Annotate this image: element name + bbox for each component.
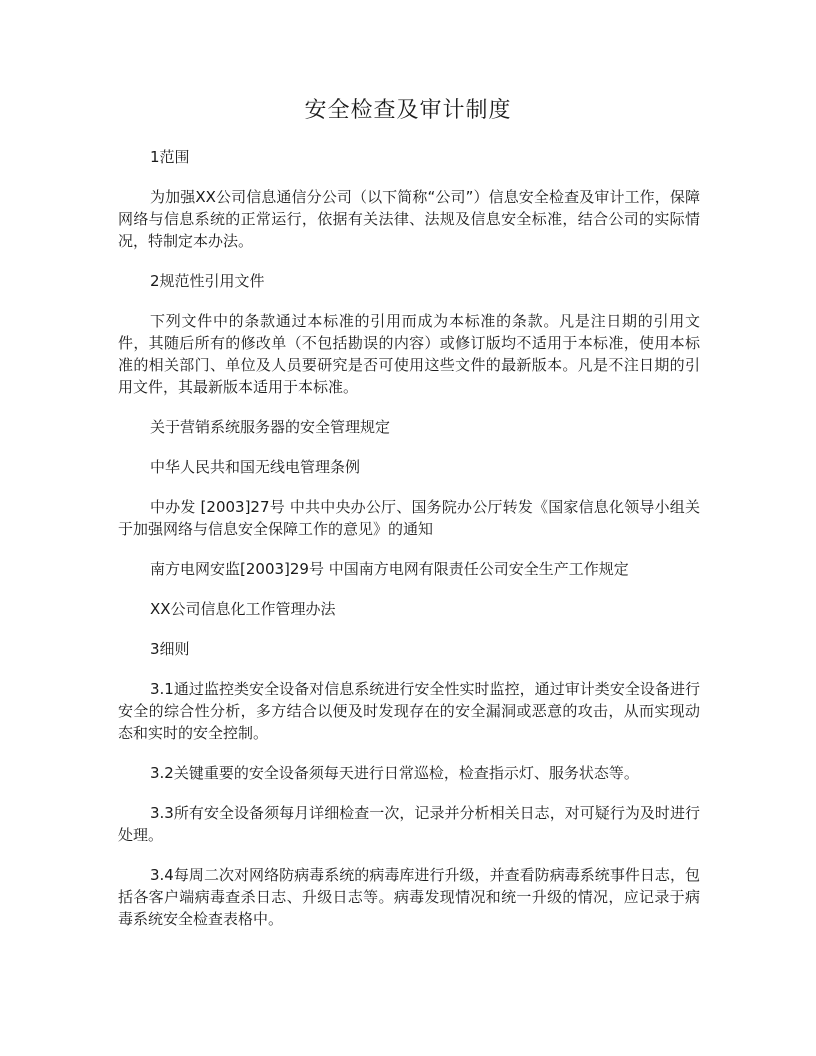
document-body <box>118 146 700 948</box>
section-heading-references: 2规范性引用文件 <box>150 272 265 290</box>
reference-item-zhongbanfa: 中办发 [2003]27号 中共中央办公厅、国务院办公厅转发《国家信息化领导小组关于加强网络与信息安全保障工作的意见》的通知 <box>118 498 700 538</box>
section-heading-scope: 1范围 <box>150 148 190 166</box>
detail-item-3-4: 3.4每周二次对网络防病毒系统的病毒库进行升级，并查看防病毒系统事件日志，包括各客户端病毒查杀日志、升级日志等。病毒发现情况和统一升级的情况，应记录于病毒系统安全检查表格中。 <box>118 866 700 928</box>
detail-item-3-3: 3.3所有安全设备须每月详细检查一次，记录并分析相关日志，对可疑行为及时进行处理。 <box>118 804 700 844</box>
reference-item-csg-safety: 南方电网安监[2003]29号 中国南方电网有限责任公司安全生产工作规定 <box>150 560 629 578</box>
detail-item-3-2: 3.2关键重要的安全设备须每天进行日常巡检，检查指示灯、服务状态等。 <box>150 764 639 782</box>
section-heading-details: 3细则 <box>150 640 190 658</box>
paragraph-purpose: 为加强XX公司信息通信分公司（以下简称“公司”）信息安全检查及审计工作，保障网络与信息系统的正常运行，依据有关法律、法规及信息安全标准，结合公司的实际情况，特制定本办法。 <box>118 188 700 250</box>
paragraph-references-intro: 下列文件中的条款通过本标准的引用而成为本标准的条款。凡是注日期的引用文件，其随后所有的修改单（不包括勘误的内容）或修订版均不适用于本标准，使用本标准的相关部门、单位及人员要研究是否可使用这些文件的最新版本。凡是不注日期的引用文件，其最新版本适用于本标准。 <box>118 312 700 396</box>
reference-item-xx-informatization: XX公司信息化工作管理办法 <box>150 600 336 618</box>
detail-item-3-1: 3.1通过监控类安全设备对信息系统进行安全性实时监控，通过审计类安全设备进行安全的综合性分析，多方结合以便及时发现存在的安全漏洞或恶意的攻击，从而实现动态和实时的安全控制。 <box>118 680 700 742</box>
reference-item-radio-regulation: 中华人民共和国无线电管理条例 <box>150 458 361 476</box>
reference-item-marketing-server: 关于营销系统服务器的安全管理规定 <box>150 418 391 436</box>
document-title: 安全检查及审计制度 <box>304 98 512 123</box>
